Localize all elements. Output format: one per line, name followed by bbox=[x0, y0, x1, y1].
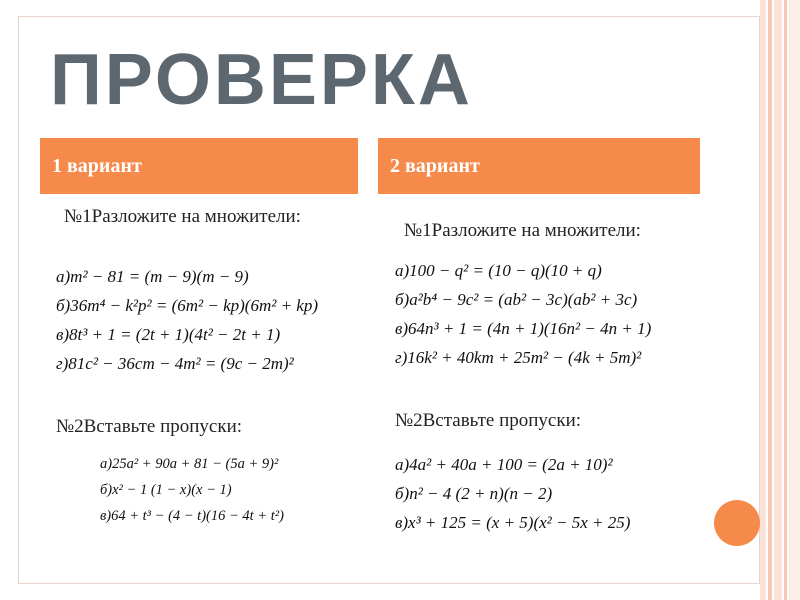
variant-2-task-2-item-c: в)x³ + 125 = (x + 5)(x² − 5x + 25) bbox=[395, 513, 631, 532]
variant-2-task-1-item-a: а)100 − q² = (10 − q)(10 + q) bbox=[395, 261, 602, 280]
variant-2-task-1-item-c: в)64n³ + 1 = (4n + 1)(16n² − 4n + 1) bbox=[395, 319, 652, 338]
variant-1-task-1-item-c: в)8t³ + 1 = (2t + 1)(4t² − 2t + 1) bbox=[56, 325, 281, 344]
variant-1-task-1-item-b: б)36m⁴ − k²p² = (6m² − kp)(6m² + kp) bbox=[56, 296, 319, 315]
variant-1-header: 1 вариант bbox=[40, 138, 358, 194]
decorative-circle bbox=[714, 500, 760, 546]
slide-title: ПРОВЕРКА bbox=[50, 40, 473, 120]
variant-1-task-2-heading: №2Вставьте пропуски: bbox=[56, 416, 243, 437]
variant-2-header: 2 вариант bbox=[378, 138, 700, 194]
variant-2-task-2-item-a: а)4a² + 40a + 100 = (2a + 10)² bbox=[395, 455, 613, 474]
variant-2-task-2-heading: №2Вставьте пропуски: bbox=[395, 410, 582, 431]
variant-2-task-2-item-b: б)n² − 4 (2 + n)(n − 2) bbox=[395, 484, 553, 503]
variant-2-task-1-heading: №1Разложите на множители: bbox=[404, 220, 641, 241]
decorative-stripes bbox=[760, 0, 800, 600]
variant-1-task-2-item-c: в)64 + t³ − (4 − t)(16 − 4t + t²) bbox=[100, 508, 284, 524]
variant-2-task-1-item-d: г)16k² + 40km + 25m² − (4k + 5m)² bbox=[395, 348, 642, 367]
variant-1-task-1-item-a: а)m² − 81 = (m − 9)(m − 9) bbox=[56, 267, 249, 286]
variant-1-task-1-item-d: г)81c² − 36cm − 4m² = (9c − 2m)² bbox=[56, 354, 294, 373]
variant-1-task-2-item-b: б)x² − 1 (1 − x)(x − 1) bbox=[100, 482, 232, 498]
variant-2-task-1-item-b: б)a²b⁴ − 9c² = (ab² − 3c)(ab² + 3c) bbox=[395, 290, 638, 309]
variant-1-task-2-item-a: а)25a² + 90a + 81 − (5a + 9)² bbox=[100, 456, 279, 472]
variant-1-task-1-heading: №1Разложите на множители: bbox=[64, 206, 301, 227]
